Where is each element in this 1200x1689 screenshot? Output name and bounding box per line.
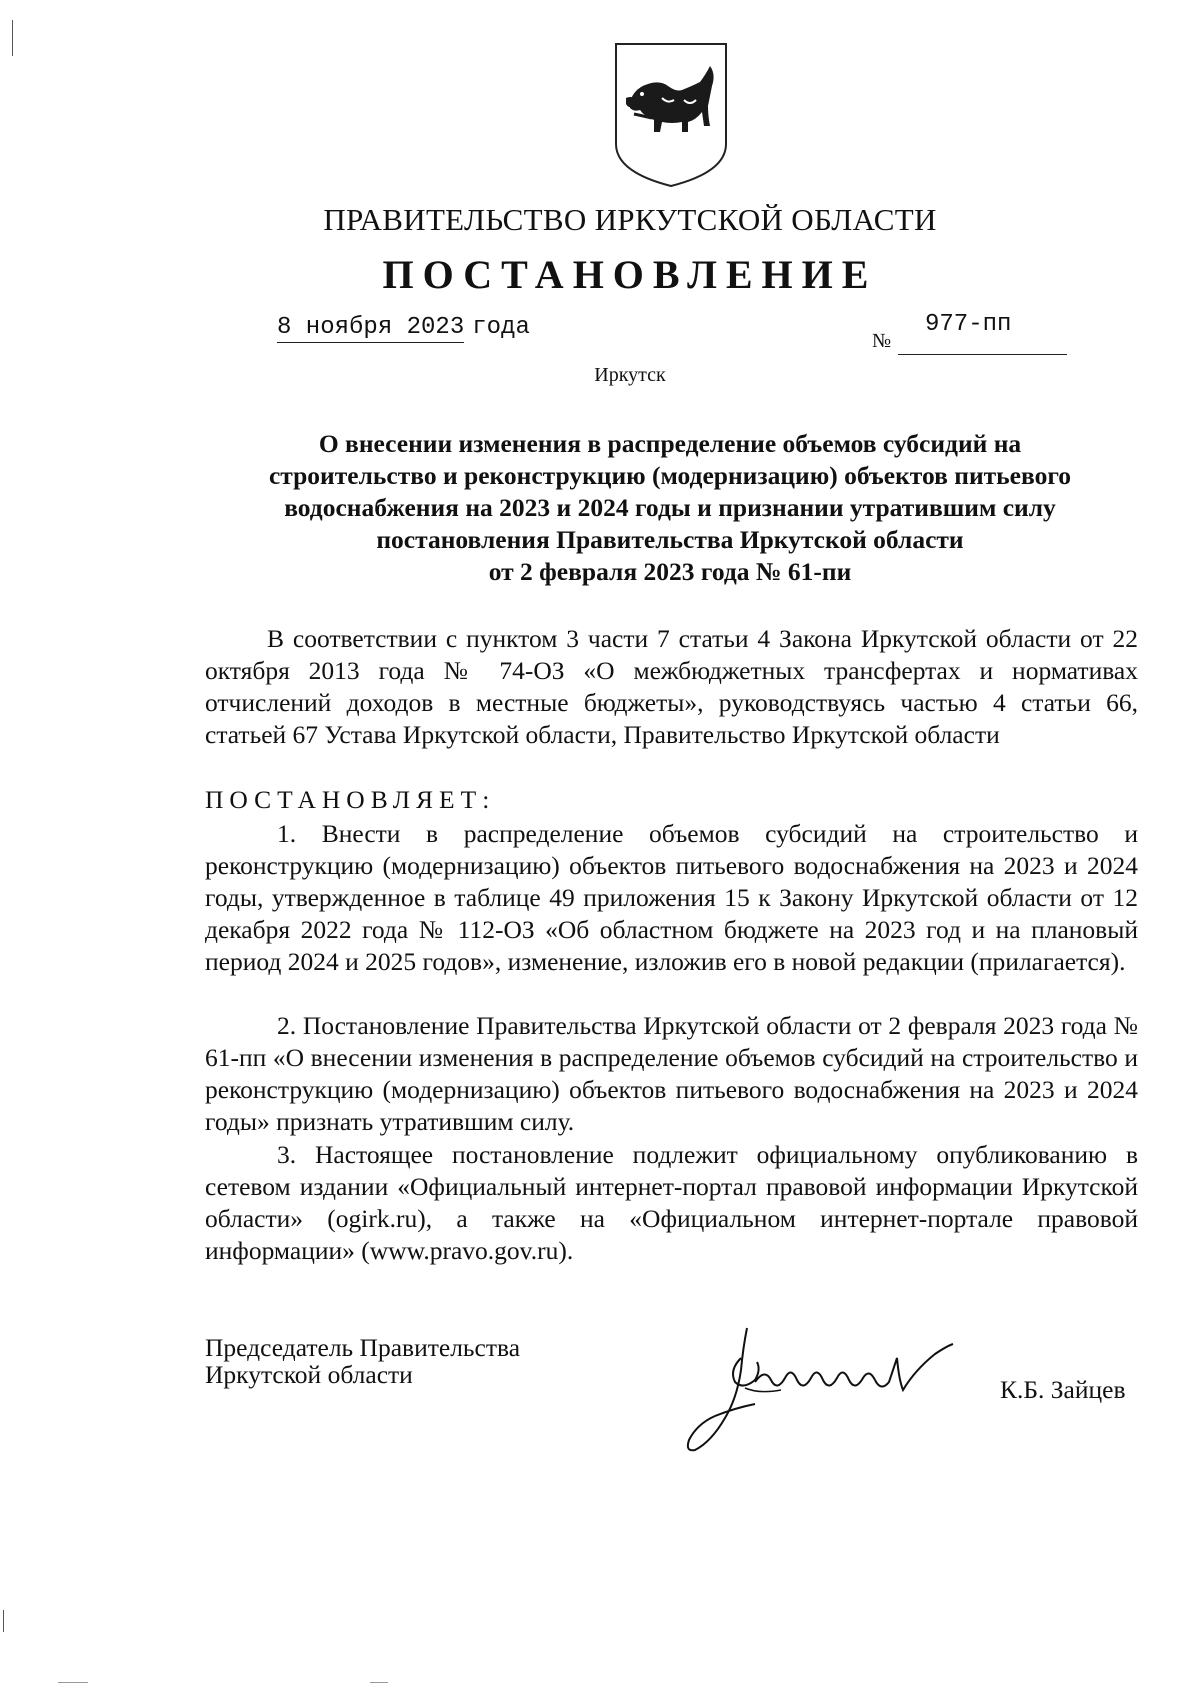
document-type-title: ПОСТАНОВЛЕНИЕ [382,252,878,297]
heading-line: постановления Правительства Иркутской области [376,525,964,554]
item-2-paragraph: 2. Постановление Правительства Иркутской области от 2 февраля 2023 года № 61-пп «О внесении изменения в распределение объемов субсидий на строительство и реконструкцию (модернизацию) объектов питьевого водоснабжения на 2023 и 2024 годы» признать утратившим силу. [205,1011,1138,1136]
document-heading [220,428,1120,588]
number-sign: № [872,330,892,352]
heading-line: от 2 февраля 2023 года № 61-пи [488,557,852,586]
signatory-role-line: Иркутской области [205,1360,413,1389]
signatory-role [205,1334,520,1388]
document-number [872,311,1067,355]
date-suffix: года [472,314,530,341]
scan-artifact [370,1682,388,1683]
heading-line: строительство и реконструкцию (модернизацию) объектов питьевого [268,461,1072,490]
number-underline [898,354,1067,355]
date-value: 8 ноября 2023 [277,314,465,341]
item-1-paragraph: 1. Внести в распределение объемов субсидий на строительство и реконструкцию (модернизацию) объектов питьевого водоснабжения на 2023 и 2024 годы, утвержденное в таблице 49 приложения 15 к Закону Иркутской области от 12 декабря 2022 года № 112-ОЗ «Об областном бюджете на 2023 год и на плановый период 2024 и 2025 годов», изменение, изложив его в новой редакции (прилагается). [205,819,1138,976]
heading-line: О внесении изменения в распределение объемов субсидий на [318,429,1022,458]
coat-of-arms-emblem [612,40,730,190]
signatory-role-line: Председатель Правительства [205,1333,521,1362]
government-title: ПРАВИТЕЛЬСТВО ИРКУТСКОЙ ОБЛАСТИ [323,202,937,237]
document-date [277,314,530,341]
heading-line: водоснабжения на 2023 и 2024 годы и признании утратившим силу [284,493,1056,522]
signatory-name: К.Б. Зайцев [1000,1375,1126,1404]
scan-artifact [58,1682,88,1683]
scan-artifact [3,1610,4,1632]
number-value: 977-пп [925,311,1012,338]
handwritten-signature [685,1318,955,1458]
scan-artifact [12,20,13,56]
item-3-paragraph: 3. Настоящее постановление подлежит официальному опубликованию в сетевом издании «Официальный интернет-портал правовой информации Иркутской области» (ogirk.ru), а также на «Официальном интернет-портале правовой информации» (www.pravo.gov.ru). [205,1140,1138,1265]
intro-paragraph: В соответствии с пунктом 3 части 7 статьи 4 Закона Иркутской области от 22 октября 2013 года № 74-ОЗ «О межбюджетных трансфертах и нормативах отчислений доходов в местные бюджеты», руководствуясь частью 4 статьи 66, статьей 67 Устава Иркутской области, Правительство Иркутской области [205,624,1138,749]
resolves-label: ПОСТАНОВЛЯЕТ: [205,785,496,814]
city-label: Иркутск [594,364,666,386]
